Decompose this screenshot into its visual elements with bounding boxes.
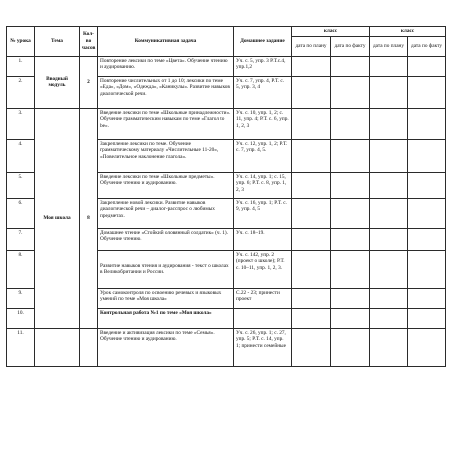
lesson-task: Повторение лексики по теме «Цвета». Обучение чтению и аудированию.	[98, 56, 234, 76]
date-cell	[408, 56, 446, 76]
date-cell	[292, 108, 331, 139]
table-row	[7, 328, 446, 366]
date-cell	[331, 308, 370, 328]
date-cell	[408, 228, 446, 250]
lesson-homework: Уч. с. 5, упр. 3 Р.Т.с.4, упр.1,2	[234, 56, 292, 76]
lesson-number: 6.	[7, 198, 35, 228]
lesson-task: Повторение числительных от 1 до 10; лексики по теме «Еда», «Дом», «Одежда», «Каникулы». Развитие навыков диалогической речи.	[98, 76, 234, 108]
date-cell	[331, 56, 370, 76]
section-topic-empty	[35, 328, 80, 366]
lesson-homework: Уч. с. 26, упр. 1; с. 27, упр. 5; Р.Т. с. 14, упр. 1; принести семейные	[234, 328, 292, 366]
header-date-plan-2: дата по плану	[370, 36, 408, 56]
date-cell	[408, 108, 446, 139]
date-cell	[292, 328, 331, 366]
date-cell	[292, 172, 331, 198]
lesson-plan-table	[6, 26, 446, 367]
date-cell	[408, 139, 446, 172]
date-cell	[331, 76, 370, 108]
header-class-2: класс	[370, 27, 446, 37]
date-cell	[331, 250, 370, 288]
lesson-number: 3.	[7, 108, 35, 139]
date-cell	[292, 250, 331, 288]
header-class-1: класс	[292, 27, 370, 37]
lesson-number: 1.	[7, 56, 35, 76]
lesson-task: Закрепление новой лексики. Развитие навыков диалогической речи – диалог-расспрос о любимых предметах.	[98, 198, 234, 228]
header-hours: Кол-во часов	[80, 27, 98, 57]
lesson-homework: Уч. с. 12, упр. 1, 2; Р.Т. с. 7, упр. 4, 5.	[234, 139, 292, 172]
section-hours-school: 8	[80, 108, 98, 328]
date-cell	[370, 198, 408, 228]
table-row	[7, 56, 446, 76]
date-cell	[370, 108, 408, 139]
date-cell	[370, 76, 408, 108]
date-cell	[292, 308, 331, 328]
header-communicative-task: Коммуникативная задача	[98, 27, 234, 57]
date-cell	[331, 288, 370, 308]
lesson-number: 9.	[7, 288, 35, 308]
date-cell	[292, 228, 331, 250]
date-cell	[370, 56, 408, 76]
date-cell	[408, 328, 446, 366]
date-cell	[370, 172, 408, 198]
lesson-task: Контрольная работа №1 по теме «Моя школа»	[98, 308, 234, 328]
header-topic: Тема	[35, 27, 80, 57]
lesson-task: Введение и активизация лексики по теме «Семья». Обучение чтению и аудированию.	[98, 328, 234, 366]
lesson-homework: Уч. с. 16, упр. 1; Р.Т. с. 9, упр. 4, 5	[234, 198, 292, 228]
date-cell	[331, 139, 370, 172]
header-date-fact-2: дата по факту	[408, 36, 446, 56]
header-date-fact-1: дата по факту	[331, 36, 370, 56]
date-cell	[292, 198, 331, 228]
date-cell	[331, 172, 370, 198]
lesson-number: 8.	[7, 250, 35, 288]
lesson-homework: Уч. с. 142, упр. 2 (проект о школе); Р.Т. с. 10–11, упр. 1, 2, 3.	[234, 250, 292, 288]
lesson-task: Урок самоконтроля по освоению речевых и языковых умений по теме «Моя школа»	[98, 288, 234, 308]
lesson-number: 11.	[7, 328, 35, 366]
date-cell	[408, 250, 446, 288]
date-cell	[370, 250, 408, 288]
section-hours-intro: 2	[80, 56, 98, 108]
header-homework: Домашнее задание	[234, 27, 292, 57]
lesson-number: 4.	[7, 139, 35, 172]
lesson-task: Развитие навыков чтения и аудирования - текст о школах в Великобритании и России.	[98, 250, 234, 288]
date-cell	[370, 288, 408, 308]
lesson-task: Введение лексики по теме «Школьные предметы». Обучение чтению и аудированию.	[98, 172, 234, 198]
date-cell	[408, 198, 446, 228]
date-cell	[408, 76, 446, 108]
section-hours-empty	[80, 328, 98, 366]
date-cell	[408, 308, 446, 328]
lesson-homework: Уч. с. 7, упр. 4, Р.Т. с. 5, упр. 3, 4	[234, 76, 292, 108]
lesson-homework: С.22 - 23; принести проект	[234, 288, 292, 308]
lesson-task: Домашнее чтение «Стойкий оловянный солдатик» (ч. 1). Обучение чтению.	[98, 228, 234, 250]
date-cell	[408, 172, 446, 198]
lesson-number: 7.	[7, 228, 35, 250]
lesson-homework: Уч. с. 18–19.	[234, 228, 292, 250]
date-cell	[370, 328, 408, 366]
lesson-task: Закрепление лексики по теме. Обучение грамматическому материалу «Числительные 11-20», «Повелительное наклонение глагола».	[98, 139, 234, 172]
date-cell	[370, 308, 408, 328]
lesson-homework: Уч. с. 10, упр. 1, 2; с. 11, упр. 4; Р.Т. с. 6, упр. 1, 2, 3	[234, 108, 292, 139]
date-cell	[292, 288, 331, 308]
date-cell	[370, 228, 408, 250]
date-cell	[408, 288, 446, 308]
lesson-number: 10.	[7, 308, 35, 328]
date-cell	[292, 76, 331, 108]
date-cell	[331, 198, 370, 228]
lesson-plan-table-wrapper	[6, 26, 445, 367]
date-cell	[331, 328, 370, 366]
date-cell	[292, 139, 331, 172]
date-cell	[370, 139, 408, 172]
section-topic-intro: Вводный модуль	[35, 56, 80, 108]
header-date-plan-1: дата по плану	[292, 36, 331, 56]
date-cell	[292, 56, 331, 76]
date-cell	[331, 108, 370, 139]
lesson-homework: Уч. с. 14, упр. 1; с. 15, упр. 6; Р.Т. с. 8, упр. 1, 2, 3	[234, 172, 292, 198]
header-lesson-number: № урока	[7, 27, 35, 57]
section-topic-school: Моя школа	[35, 108, 80, 328]
lesson-homework	[234, 308, 292, 328]
date-cell	[331, 228, 370, 250]
lesson-number: 2.	[7, 76, 35, 108]
table-row	[7, 108, 446, 139]
lesson-number: 5.	[7, 172, 35, 198]
lesson-task: Введение лексики по теме «Школьные принадлежности». Обучение грамматическим навыкам по теме «Глагол to be».	[98, 108, 234, 139]
